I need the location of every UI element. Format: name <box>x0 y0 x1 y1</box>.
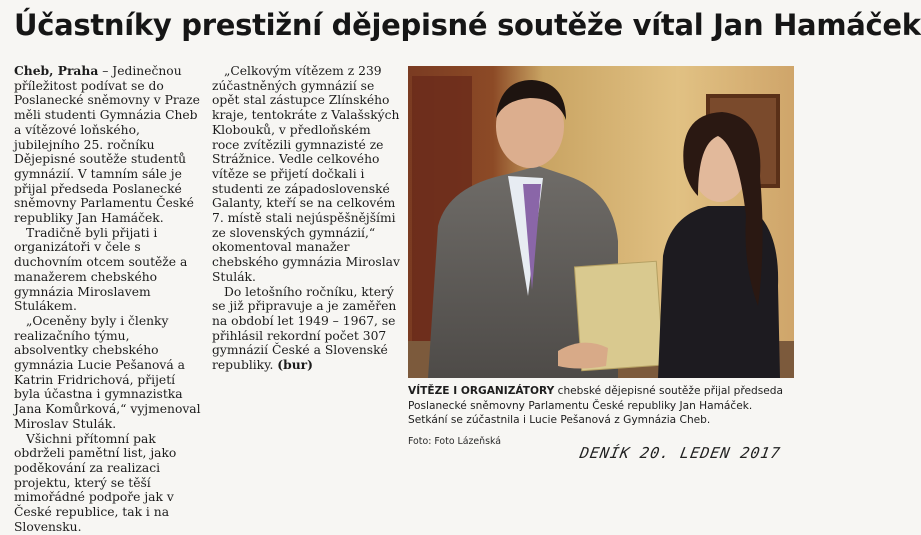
paragraph-5: „Celkovým vítězem z 239 zúčastněných gymnázií se opět stal zástupce Zlínského kraje, tentokráte z Valašských Klobouků, v předloňském roce zvítězili gymnazisté ze Strážnice. Vedle celkového vítěze se přijetí dočkali i studenti ze západoslovenské Galanty, kteří se na celkovém 7. místě stali nejúspěšnějšími ze slovenských gymnázií,“ okomentoval manažer chebského gymnázia Miroslav Stulák. <box>212 64 400 284</box>
paragraph-6 <box>212 285 400 373</box>
photo-caption <box>408 384 794 428</box>
caption-lead: VÍTĚZE I ORGANIZÁTORY <box>408 385 555 397</box>
paragraph-1-text: – Jedinečnou příležitost podívat se do Poslanecké sněmovny v Praze měli studenti Gymnázia Cheb a vítězové loňského, jubilejního 25. ročníku Dějepisné soutěže studentů gymnázií. V tamním sále je přijal předseda Poslanecké sněmovny Parlamentu České republiky Jan Hamáček. <box>14 64 200 226</box>
photo-illustration <box>408 66 794 378</box>
handwritten-date-stamp: DENÍK 20. LEDEN 2017 <box>578 444 783 462</box>
article-column-2 <box>212 64 400 373</box>
author-signature: (bur) <box>277 357 313 373</box>
paragraph-2: Tradičně byli přijati i organizátoři v čele s duchovním otcem soutěže a manažerem chebského gymnázia Miroslavem Stulákem. <box>14 225 188 314</box>
paragraph-4: Všichni přítomní pak obdrželi pamětní list, jako poděkování za realizaci projektu, který se těší mimořádné podpoře jak v České republice, tak i na Slovensku. <box>14 431 177 534</box>
headline: Účastníky prestižní dějepisné soutěže vítal Jan Hamáček <box>14 8 921 42</box>
paragraph-1 <box>14 64 202 226</box>
dateline: Cheb, Praha <box>14 63 99 78</box>
paragraph-3: „Oceněny byly i členky realizačního týmu, absolventky chebského gymnázia Lucie Pešanová a Katrin Fridrichová, přijetí byla účastna i gymnazistka Jana Komůrková,“ vyjmenoval Miroslav Stulák. <box>14 313 201 431</box>
article-column-1 <box>14 64 202 535</box>
news-photo <box>408 66 794 378</box>
caption-text: chebské dějepisné soutěže přijal předseda Poslanecké sněmovny Parlamentu České republiky Jan Hamáček. Setkání se zúčastnila i Lucie Pešanová z Gymnázia Cheb. <box>408 385 783 427</box>
photo-credit: Foto: Foto Lázeňská <box>408 436 502 447</box>
paragraph-6-text: Do letošního ročníku, který se již připravuje a je zaměřen na období let 1949 – 1967, se přihlásil rekordní počet 307 gymnázií České a Slovenské republiky. <box>212 284 397 373</box>
